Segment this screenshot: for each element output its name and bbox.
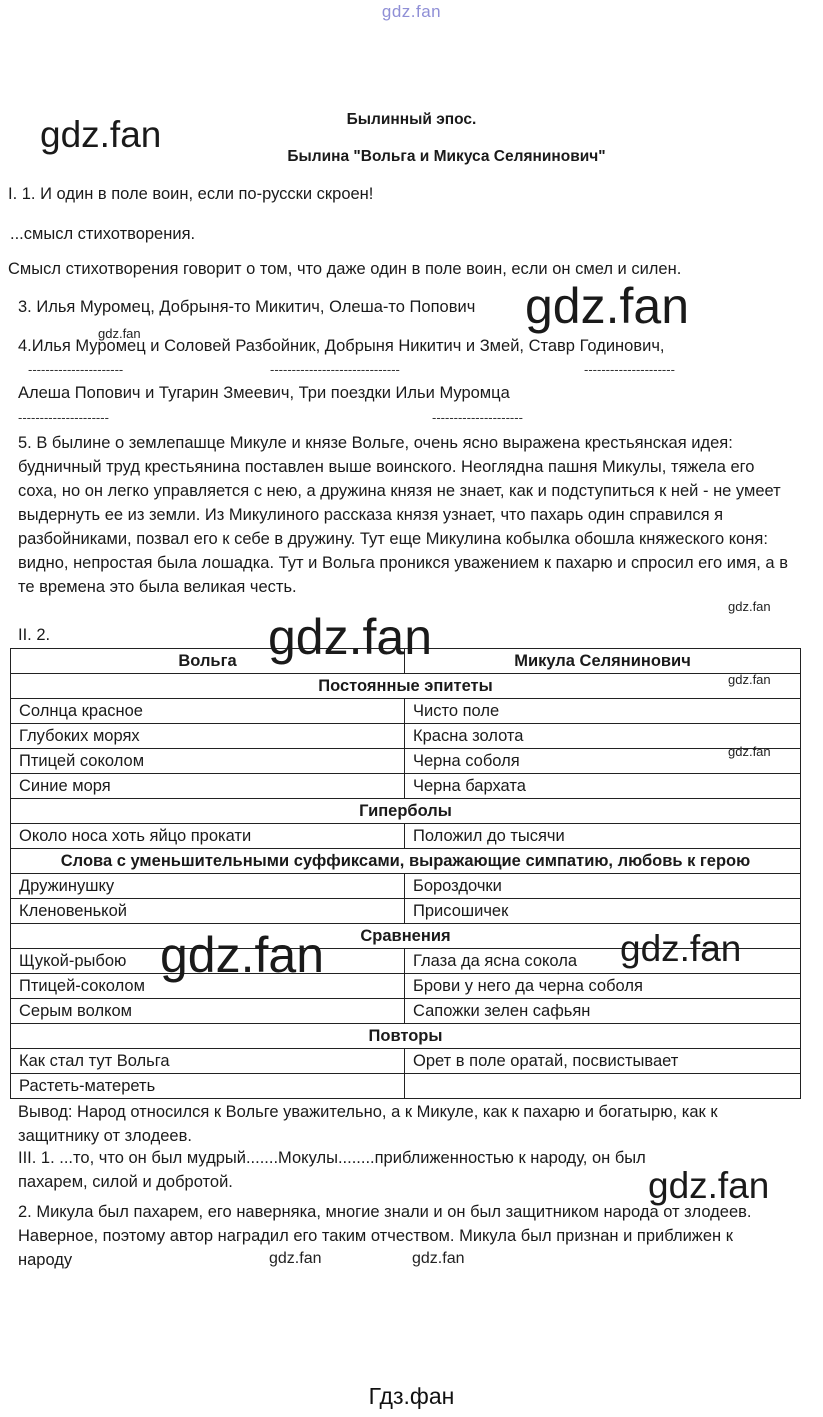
table-row [11,824,801,849]
table-cell: Как стал тут Вольга [11,1049,405,1074]
table-cell: Положил до тысячи [405,824,801,849]
watermark-large: gdz.fan [268,609,433,665]
question-4-line-2: Алеша Попович и Тугарин Змеевич, Три поездки Ильи Муромца [18,384,510,402]
underline-dashes: --------------------- [432,410,523,425]
table-row [11,999,801,1024]
watermark-small: gdz.fan [728,599,771,614]
question-1-note: ...смысл стихотворения. [10,225,196,243]
table-cell: Птицей-соколом [11,974,405,999]
table-cell: Кленовенькой [11,899,405,924]
table-cell: Орет в поле оратай, посвистывает [405,1049,801,1074]
part-3-line-1: III. 1. ...то, что он был мудрый.......Мокулы........приближенностью к народу, он был [18,1149,646,1167]
watermark-small: gdz.fan [728,672,771,687]
table-cell: Сапожки зелен сафьян [405,999,801,1024]
section-row [11,674,801,699]
table-cell: Солнца красное [11,699,405,724]
question-5-answer: 5. В былине о землепашце Микуле и князе Вольге, очень ясно выражена крестьянская идея: будничный труд крестьянина поставлен выше воинского. Неоглядна пашня Микулы, тяжела его соха, но он легко управляется с нею, а дружина князя не знает, как и подступиться к ней - не умеет выдернуть ее из земли. Из Микулиного рассказа князя узнает, что пахарь один справился я разбойниками, позвал его к себе в дружину. Тут еще Микулина кобылка обошла княжеского коня: видно, непростая была лошадка. Тут и Вольга проникся уважением к пахарю и спросил его имя, а в те времена это была великая честь. [18,434,788,596]
watermark-large: gdz.fan [160,927,325,983]
table-row [11,1049,801,1074]
table-row [11,699,801,724]
table-cell: Синие моря [11,774,405,799]
document-subheading: Былина "Вольга и Микуса Селянинович" [287,148,606,165]
table-cell: Щукой-рыбою [11,949,405,974]
part-3-question-2-answer: 2. Микула был пахарем, его наверняка, многие знали и он был защитником народа от злодеев. Наверное, поэтому автор наградил его таким отчеством. Микула был признан и приближен к народу [18,1203,752,1269]
watermark-top: gdz.fan [381,2,442,21]
section-title: Повторы [11,1024,801,1049]
watermark-small: gdz.fan [728,744,771,759]
footer-watermark: Гдз.фан [368,1383,455,1409]
underline-dashes: ---------------------- [28,362,124,377]
section-title: Слова с уменьшительными суффиксами, выражающие симпатию, любовь к герою [11,849,801,874]
table-row [11,774,801,799]
question-1-answer: Смысл стихотворения говорит о том, что даже один в поле воин, если он смел и силен. [8,260,682,278]
watermark-large: gdz.fan [525,278,690,334]
table-cell [405,1074,801,1099]
part-2-label: II. 2. [18,626,51,644]
section-row [11,799,801,824]
document-heading: Былинный эпос. [346,111,477,128]
section-row [11,1024,801,1049]
underline-dashes: ------------------------------ [270,362,400,377]
table-cell: Черна бархата [405,774,801,799]
table-cell: Чисто поле [405,699,801,724]
table-cell: Бороздочки [405,874,801,899]
underline-dashes: --------------------- [18,410,109,425]
table-cell: Черна соболя [405,749,801,774]
table-cell: Брови у него да черна соболя [405,974,801,999]
table-cell: Глаза да ясна сокола [405,949,801,974]
section-title: Сравнения [11,924,801,949]
table-cell: Около носа хоть яйцо прокати [11,824,405,849]
table-row [11,749,801,774]
part-3-line-2: пахарем, силой и добротой. [18,1173,233,1191]
table-row [11,1074,801,1099]
underline-dashes: --------------------- [584,362,675,377]
table-cell: Глубоких морях [11,724,405,749]
section-title: Постоянные эпитеты [11,674,801,699]
table-row [11,899,801,924]
watermark-large: gdz.fan [40,114,162,155]
epithets-table [10,648,801,1099]
conclusion: Вывод: Народ относился к Вольге уважительно, а к Микуле, как к пахарю и богатырю, как к защитнику от злодеев. [18,1103,718,1145]
table-row [11,974,801,999]
table-cell: Растеть-матереть [11,1074,405,1099]
column-header-volga: Вольга [11,649,405,674]
column-header-mikula: Микула Селянинович [405,649,801,674]
watermark-small: gdz.fan [269,1250,322,1267]
table-cell: Птицей соколом [11,749,405,774]
table-cell: Красна золота [405,724,801,749]
table-cell: Серым волком [11,999,405,1024]
table-row [11,874,801,899]
watermark-large: gdz.fan [648,1165,770,1206]
watermark-small: gdz.fan [98,326,141,341]
question-1: I. 1. И один в поле воин, если по-русски скроен! [8,185,374,203]
question-3: 3. Илья Муромец, Добрыня-то Микитич, Олеша-то Попович [18,298,476,316]
table-cell: Присошичек [405,899,801,924]
watermark-large: gdz.fan [620,928,742,969]
question-4-line-1: 4.Илья Муромец и Соловей Разбойник, Добрыня Никитич и Змей, Ставр Годинович, [18,337,665,355]
table-row [11,724,801,749]
section-row [11,849,801,874]
watermark-small: gdz.fan [412,1250,465,1267]
table-cell: Дружинушку [11,874,405,899]
section-title: Гиперболы [11,799,801,824]
